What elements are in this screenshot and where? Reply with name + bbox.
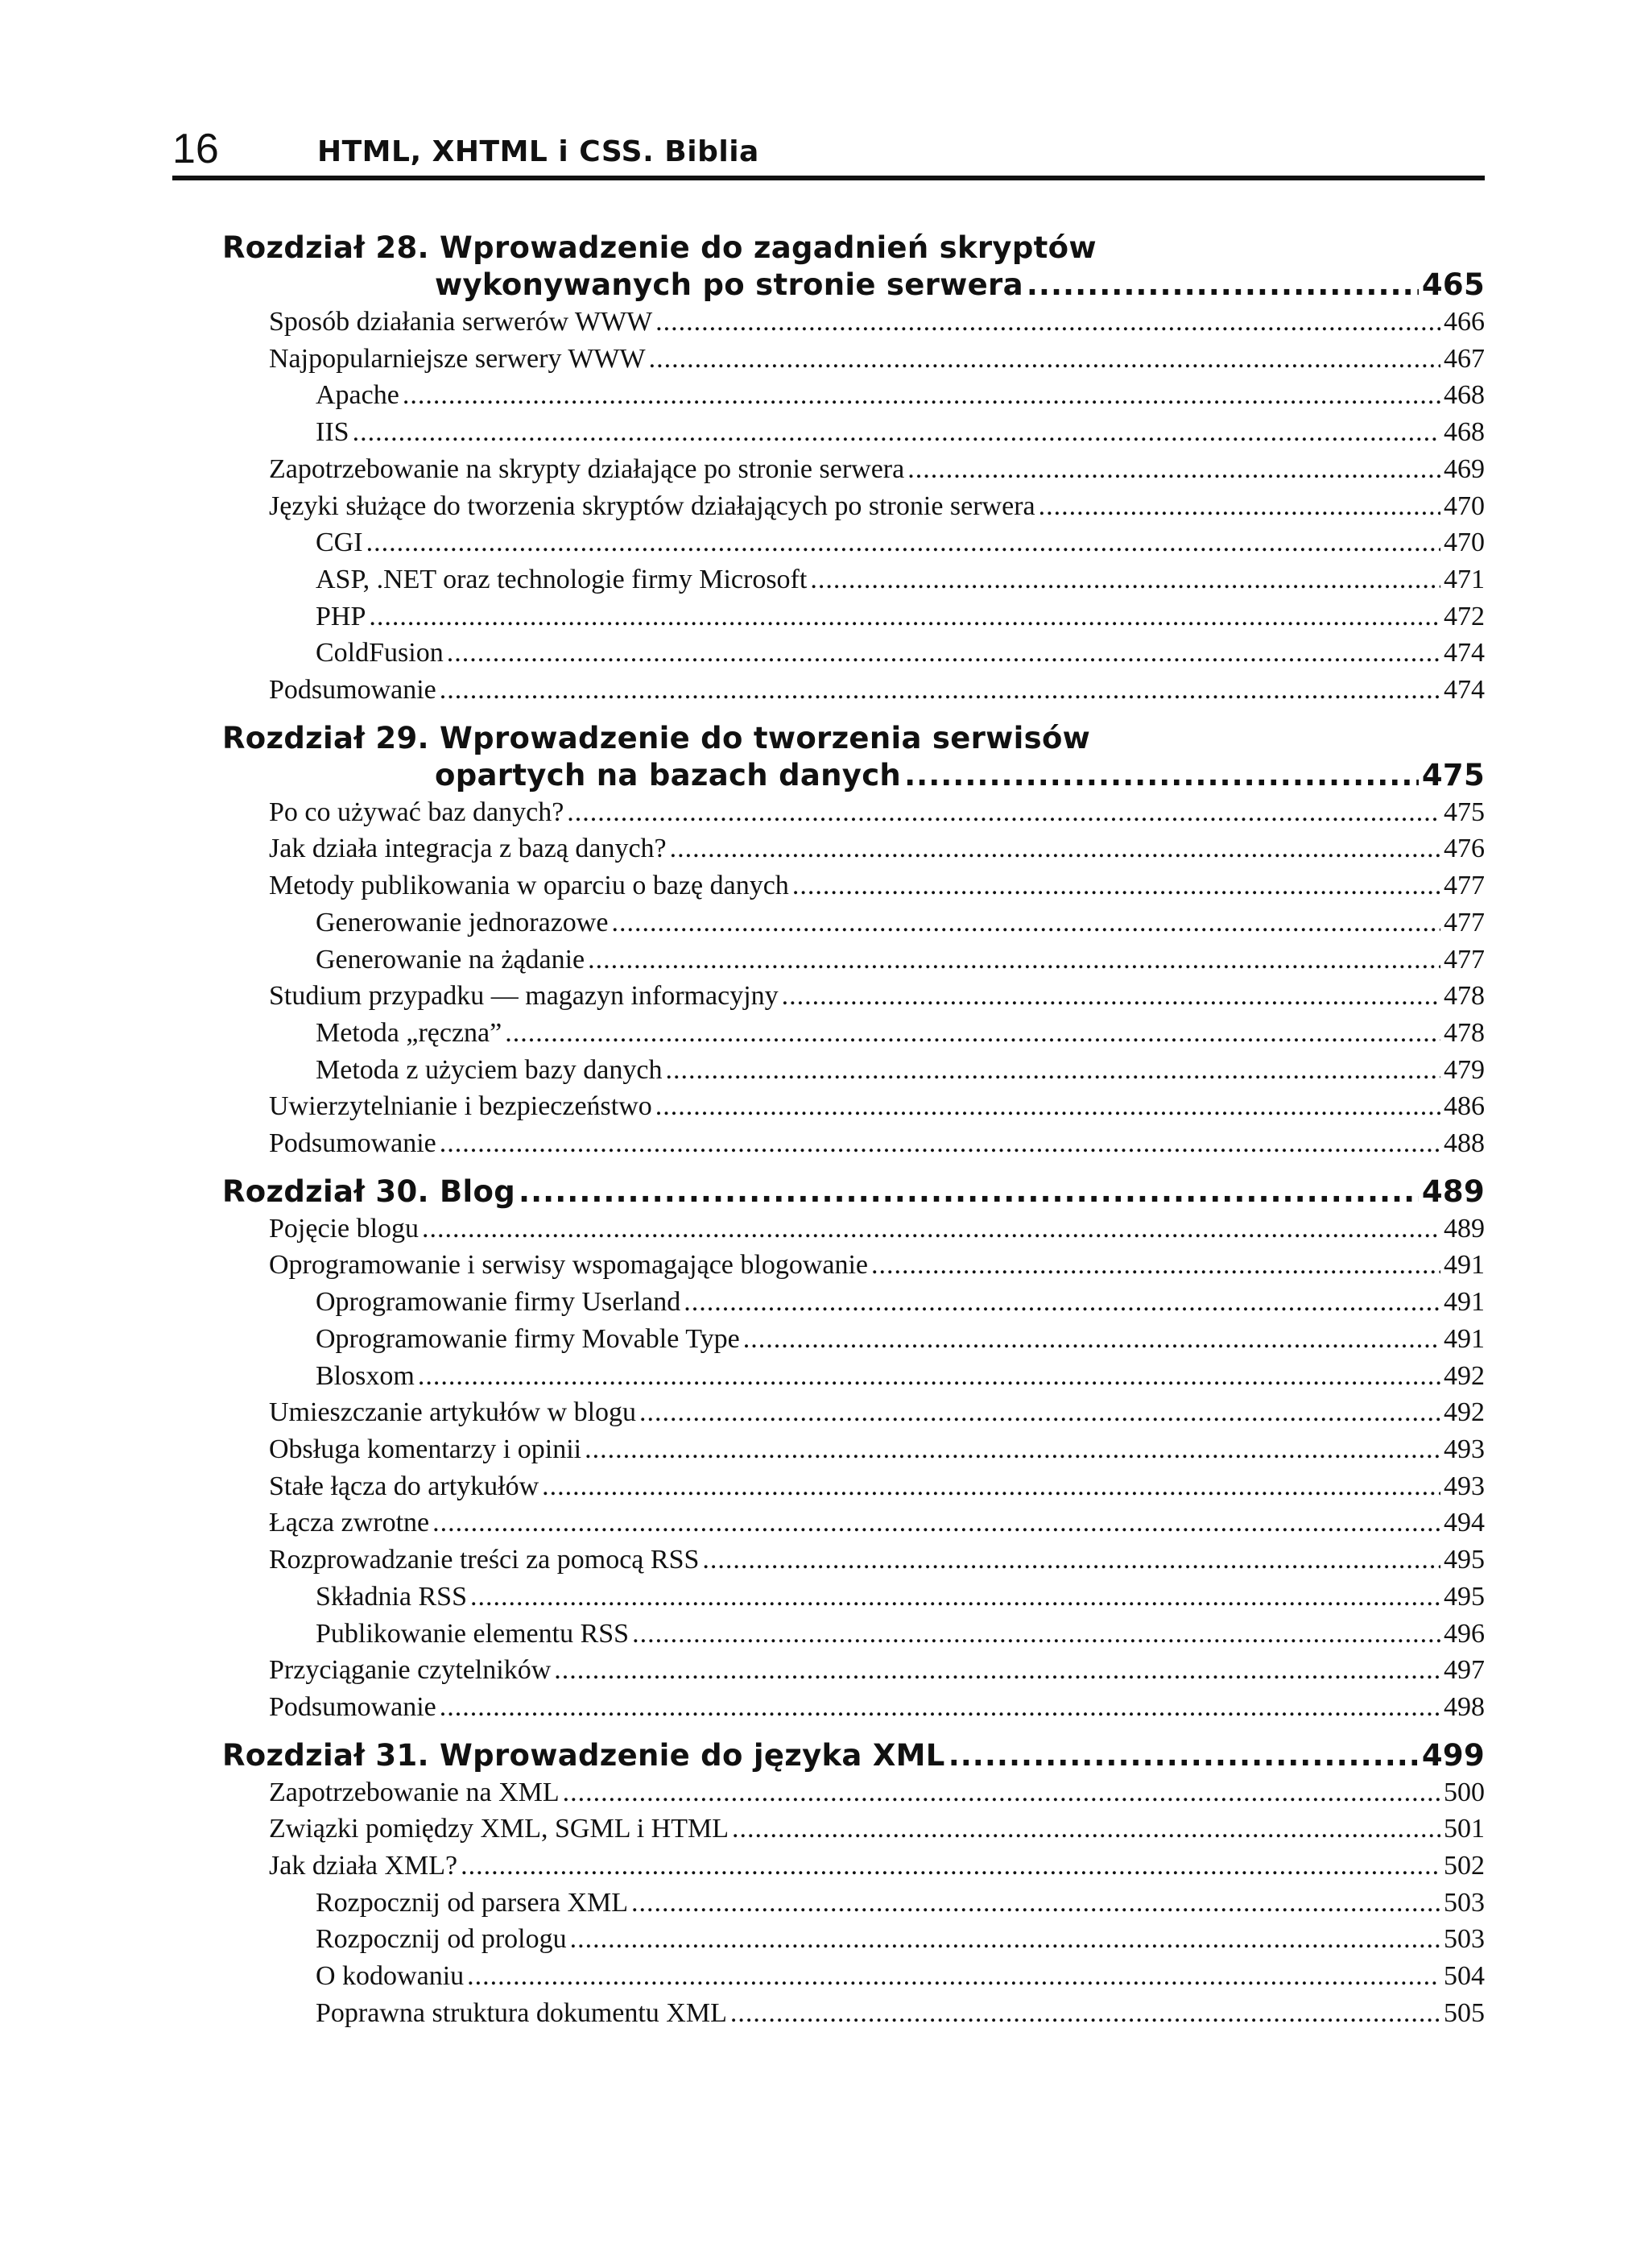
dot-leader (665, 1052, 1440, 1089)
toc-entry (222, 341, 1485, 378)
toc-subentry (222, 524, 1485, 561)
entry-page-number: 466 (1444, 307, 1485, 337)
entry-page-number: 477 (1444, 907, 1485, 937)
entry-page-number: 495 (1444, 1545, 1485, 1575)
toc-subentry (222, 1284, 1485, 1321)
toc-entry (222, 1394, 1485, 1431)
entry-title: Oprogramowanie firmy Userland (316, 1287, 681, 1318)
dot-leader (904, 757, 1419, 794)
entry-title: Oprogramowanie i serwisy wspomagające blogowanie (269, 1250, 868, 1281)
book-title: HTML, XHTML i CSS. Biblia (317, 135, 759, 168)
entry-title: ColdFusion (316, 638, 444, 668)
toc-entry (222, 1088, 1485, 1125)
entry-title: Sposób działania serwerów WWW (269, 307, 653, 337)
entry-page-number: 467 (1444, 343, 1485, 374)
chapter-title-line2: wykonywanych po stronie serwera (435, 267, 1023, 302)
entry-page-number: 486 (1444, 1091, 1485, 1122)
chapter-title (222, 1173, 1485, 1211)
dot-leader (632, 1616, 1440, 1653)
entry-page-number: 488 (1444, 1128, 1485, 1159)
chapter-title-line2: opartych na bazach danych (435, 757, 902, 793)
dot-leader (907, 451, 1440, 488)
toc-subentry (222, 635, 1485, 672)
entry-title: Języki służące do tworzenia skryptów działających po stronie serwera (269, 490, 1035, 521)
entry-title: Blosxom (316, 1360, 415, 1391)
dot-leader (369, 598, 1440, 635)
toc-entry (222, 488, 1485, 525)
entry-page-number: 469 (1444, 453, 1485, 484)
entry-title: Składnia RSS (316, 1581, 467, 1612)
dot-leader (570, 1921, 1440, 1958)
entry-page-number: 500 (1444, 1777, 1485, 1807)
dot-leader (554, 1652, 1440, 1689)
entry-page-number: 496 (1444, 1618, 1485, 1649)
dot-leader (470, 1579, 1440, 1616)
entry-title: Podsumowanie (269, 1128, 436, 1159)
toc-subentry (222, 1579, 1485, 1616)
entry-title: Apache (316, 380, 399, 411)
entry-title: Generowanie jednorazowe (316, 907, 609, 937)
dot-leader (655, 1088, 1440, 1125)
dot-leader (461, 1848, 1440, 1885)
toc-entry (222, 1468, 1485, 1505)
entry-title: Obsługa komentarzy i opinii (269, 1434, 582, 1464)
entry-page-number: 477 (1444, 871, 1485, 901)
entry-title: Łącza zwrotne (269, 1508, 430, 1538)
dot-leader (505, 1015, 1440, 1052)
entry-page-number: 505 (1444, 1997, 1485, 2028)
toc-entry (222, 978, 1485, 1015)
toc-subentry (222, 1015, 1485, 1052)
entry-title: Uwierzytelnianie i bezpieczeństwo (269, 1091, 652, 1122)
dot-leader (732, 1811, 1440, 1848)
chapter-section (222, 230, 1485, 709)
toc-entry (222, 1542, 1485, 1579)
page-header (172, 121, 1485, 181)
entry-title: Przyciąganie czytelników (269, 1655, 552, 1686)
entry-page-number: 475 (1444, 797, 1485, 827)
entry-title: ASP, .NET oraz technologie firmy Microsoft (316, 564, 808, 594)
chapter-section (222, 1173, 1485, 1726)
toc-subentry (222, 414, 1485, 451)
entry-page-number: 476 (1444, 834, 1485, 864)
dot-leader (440, 1689, 1440, 1726)
chapter-title-line1: Rozdział 29. Wprowadzenie do tworzenia serwisów (222, 720, 1091, 755)
toc-subentry (222, 1921, 1485, 1958)
dot-leader (422, 1211, 1440, 1248)
entry-title: Publikowanie elementu RSS (316, 1618, 630, 1649)
toc-subentry (222, 1321, 1485, 1358)
entry-title: Poprawna struktura dokumentu XML (316, 1997, 727, 2028)
entry-title: Generowanie na żądanie (316, 944, 585, 975)
chapter-title (222, 230, 1485, 304)
toc-entry (222, 1652, 1485, 1689)
dot-leader (432, 1504, 1440, 1542)
entry-title: Oprogramowanie firmy Movable Type (316, 1323, 740, 1354)
entry-page-number: 472 (1444, 601, 1485, 631)
chapter-title (222, 1737, 1485, 1774)
dot-leader (730, 1995, 1440, 2032)
entry-title: O kodowaniu (316, 1961, 465, 1992)
toc-subentry (222, 598, 1485, 635)
entry-page-number: 491 (1444, 1323, 1485, 1354)
entry-title: IIS (316, 417, 349, 448)
entry-title: Stałe łącza do artykułów (269, 1471, 539, 1501)
toc-subentry (222, 1358, 1485, 1395)
dot-leader (782, 978, 1440, 1015)
entry-page-number: 491 (1444, 1250, 1485, 1281)
entry-title: Zapotrzebowanie na skrypty działające po stronie serwera (269, 453, 905, 484)
entry-page-number: 503 (1444, 1887, 1485, 1918)
dot-leader (684, 1284, 1440, 1321)
entry-page-number: 493 (1444, 1434, 1485, 1464)
dot-leader (655, 304, 1440, 341)
dot-leader (447, 635, 1440, 672)
chapter-section (222, 1737, 1485, 2032)
toc-entry (222, 451, 1485, 488)
entry-page-number: 474 (1444, 675, 1485, 706)
toc-entry (222, 304, 1485, 341)
toc-entry (222, 867, 1485, 904)
toc-entry (222, 830, 1485, 867)
entry-title: Studium przypadku — magazyn informacyjny (269, 981, 779, 1012)
entry-page-number: 494 (1444, 1508, 1485, 1538)
entry-title: Najpopularniejsze serwery WWW (269, 343, 646, 374)
dot-leader (519, 1173, 1419, 1211)
entry-page-number: 492 (1444, 1360, 1485, 1391)
toc-entry (222, 1125, 1485, 1162)
dot-leader (440, 672, 1440, 709)
chapter-title-line1: Rozdział 31. Wprowadzenie do języka XML (222, 1737, 945, 1773)
toc-subentry (222, 561, 1485, 598)
entry-title: Rozpocznij od prologu (316, 1924, 567, 1955)
entry-title: Rozpocznij od parsera XML (316, 1887, 629, 1918)
entry-title: CGI (316, 528, 363, 558)
dot-leader (611, 904, 1440, 942)
dot-leader (639, 1394, 1440, 1431)
entry-page-number: 468 (1444, 417, 1485, 448)
entry-page-number: 497 (1444, 1655, 1485, 1686)
toc-entry (222, 1774, 1485, 1811)
entry-page-number: 478 (1444, 1017, 1485, 1048)
chapter-title (222, 720, 1485, 794)
chapter-page-number: 489 (1421, 1173, 1485, 1209)
entry-page-number: 493 (1444, 1471, 1485, 1501)
dot-leader (585, 1431, 1440, 1468)
dot-leader (567, 794, 1440, 831)
chapter-page-number: 499 (1421, 1737, 1485, 1773)
entry-page-number: 479 (1444, 1054, 1485, 1085)
dot-leader (1027, 267, 1419, 304)
chapter-title-line1: Rozdział 30. Blog (222, 1173, 516, 1209)
entry-page-number: 471 (1444, 564, 1485, 594)
toc-subentry (222, 1995, 1485, 2032)
toc-entry (222, 1848, 1485, 1885)
toc-subentry (222, 1885, 1485, 1922)
toc-subentry (222, 904, 1485, 942)
dot-leader (467, 1958, 1440, 1995)
entry-title: Związki pomiędzy XML, SGML i HTML (269, 1814, 729, 1844)
entry-page-number: 470 (1444, 528, 1485, 558)
dot-leader (649, 341, 1440, 378)
toc-entry (222, 1811, 1485, 1848)
toc-subentry (222, 1958, 1485, 1995)
toc-entry (222, 672, 1485, 709)
header-rule (172, 176, 1485, 180)
entry-page-number: 474 (1444, 638, 1485, 668)
entry-title: Zapotrzebowanie na XML (269, 1777, 560, 1807)
entry-page-number: 502 (1444, 1851, 1485, 1881)
toc-entry (222, 1211, 1485, 1248)
toc-subentry (222, 377, 1485, 414)
entry-page-number: 491 (1444, 1287, 1485, 1318)
entry-title: Jak działa integracja z bazą danych? (269, 834, 667, 864)
dot-leader (871, 1247, 1440, 1284)
entry-page-number: 478 (1444, 981, 1485, 1012)
chapter-section (222, 720, 1485, 1162)
dot-leader (810, 561, 1440, 598)
dot-leader (631, 1885, 1440, 1922)
table-of-contents (222, 230, 1485, 2032)
toc-subentry (222, 942, 1485, 979)
entry-page-number: 492 (1444, 1397, 1485, 1428)
entry-title: Pojęcie blogu (269, 1213, 419, 1244)
chapter-page-number: 465 (1421, 267, 1485, 302)
dot-leader (403, 377, 1440, 414)
toc-subentry (222, 1616, 1485, 1653)
entry-page-number: 498 (1444, 1691, 1485, 1722)
dot-leader (353, 414, 1440, 451)
entry-page-number: 495 (1444, 1581, 1485, 1612)
entry-title: Podsumowanie (269, 1691, 436, 1722)
toc-entry (222, 1504, 1485, 1542)
entry-title: Umieszczanie artykułów w blogu (269, 1397, 637, 1428)
entry-title: Metoda „ręczna” (316, 1017, 502, 1048)
dot-leader (418, 1358, 1440, 1395)
toc-entry (222, 1431, 1485, 1468)
dot-leader (440, 1125, 1440, 1162)
toc-entry (222, 1247, 1485, 1284)
entry-title: Podsumowanie (269, 675, 436, 706)
toc-entry (222, 1689, 1485, 1726)
entry-page-number: 489 (1444, 1213, 1485, 1244)
chapter-title-line1: Rozdział 28. Wprowadzenie do zagadnień skryptów (222, 230, 1097, 265)
entry-title: Metody publikowania w oparciu o bazę danych (269, 871, 789, 901)
entry-title: Metoda z użyciem bazy danych (316, 1054, 663, 1085)
dot-leader (366, 524, 1440, 561)
dot-leader (563, 1774, 1440, 1811)
chapter-page-number: 475 (1421, 757, 1485, 793)
page-number: 16 (172, 126, 219, 172)
entry-title: PHP (316, 601, 366, 631)
entry-title: Rozprowadzanie treści za pomocą RSS (269, 1545, 700, 1575)
entry-page-number: 477 (1444, 944, 1485, 975)
dot-leader (948, 1737, 1419, 1774)
entry-page-number: 501 (1444, 1814, 1485, 1844)
dot-leader (1039, 488, 1440, 525)
dot-leader (588, 942, 1440, 979)
dot-leader (670, 830, 1440, 867)
dot-leader (542, 1468, 1440, 1505)
dot-leader (702, 1542, 1440, 1579)
toc-entry (222, 794, 1485, 831)
entry-title: Po co używać baz danych? (269, 797, 564, 827)
entry-page-number: 468 (1444, 380, 1485, 411)
toc-subentry (222, 1052, 1485, 1089)
entry-page-number: 470 (1444, 490, 1485, 521)
dot-leader (743, 1321, 1440, 1358)
dot-leader (792, 867, 1440, 904)
entry-title: Jak działa XML? (269, 1851, 458, 1881)
entry-page-number: 504 (1444, 1961, 1485, 1992)
entry-page-number: 503 (1444, 1924, 1485, 1955)
